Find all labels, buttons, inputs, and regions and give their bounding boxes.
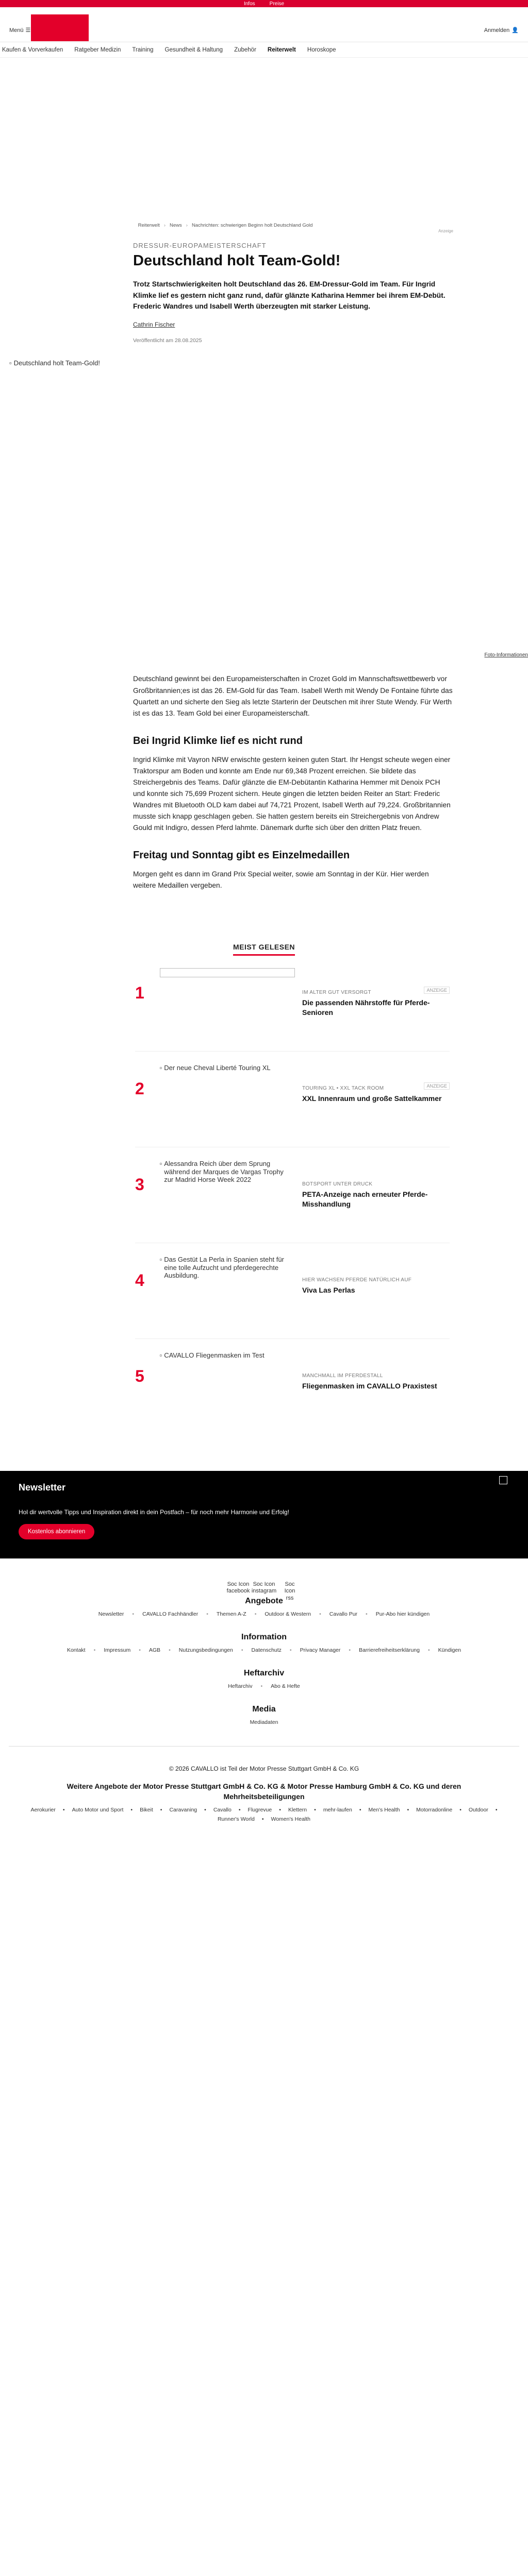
- rank-text: [302, 1256, 450, 1295]
- brand-link[interactable]: Auto Motor und Sport: [72, 1807, 124, 1814]
- footer-link[interactable]: Mediadaten: [250, 1719, 278, 1726]
- thumbnail-alt: Der neue Cheval Liberté Touring XL: [164, 1064, 271, 1072]
- footer-link[interactable]: Impressum: [104, 1647, 131, 1654]
- photo-info-link[interactable]: Foto-Informationen: [484, 652, 528, 658]
- facebook-icon[interactable]: [226, 1581, 250, 1601]
- topbar-link-preise[interactable]: Preise: [269, 1, 285, 7]
- newsletter-image-icon: [499, 1476, 507, 1484]
- footer-link[interactable]: Kontakt: [67, 1647, 86, 1654]
- footer-link[interactable]: Privacy Manager: [300, 1647, 341, 1654]
- more-offers-heading: Weitere Angebote der Motor Presse Stuttgart GmbH & Co. KG & Motor Presse Hamburg GmbH & Co. KG und deren Mehrheitsbeteiligungen: [67, 1782, 461, 1801]
- footer-divider: [9, 1746, 519, 1747]
- article-subheading: Freitag und Sonntag gibt es Einzelmedaillen: [133, 850, 350, 861]
- brand-link[interactable]: mehr-laufen: [323, 1807, 352, 1814]
- brand-link[interactable]: Caravaning: [169, 1807, 197, 1814]
- broken-image-icon: ▫: [159, 1256, 162, 1264]
- list-item[interactable]: [135, 1147, 450, 1243]
- top-bar: [0, 0, 528, 7]
- ad-badge: ANZEIGE: [424, 1082, 450, 1090]
- login-button[interactable]: [484, 27, 519, 33]
- rank-number: 5: [135, 1367, 144, 1386]
- hero-image: [0, 359, 528, 658]
- rank-title[interactable]: Die passenden Nährstoffe für Pferde-Senioren: [302, 998, 430, 1017]
- rank-text: [302, 1160, 450, 1209]
- most-read-section: [0, 943, 528, 956]
- most-read-title: MEIST GELESEN: [233, 943, 295, 956]
- hamburger-icon: ☰: [25, 27, 31, 33]
- article-thumbnail[interactable]: [160, 1160, 293, 1237]
- rank-title[interactable]: PETA-Anzeige nach erneuter Pferde-Misshandlung: [302, 1190, 428, 1209]
- list-item[interactable]: [135, 1052, 450, 1147]
- article-headline: Deutschland holt Team-Gold!: [133, 252, 341, 269]
- newsletter-banner: [0, 1471, 528, 1558]
- rank-number: 4: [135, 1271, 144, 1290]
- breadcrumb-separator: ›: [186, 223, 188, 228]
- brand-link[interactable]: Bikeit: [140, 1807, 153, 1814]
- article-paragraph: Morgen geht es dann im Grand Prix Special weiter, sowie am Sonntag in der Kür. Hier werden weitere Medaillen vergeben.: [133, 870, 429, 890]
- nav-item-zubehoer[interactable]: Zubehör: [234, 46, 256, 53]
- article-lead: Trotz Startschwierigkeiten holt Deutschland das 26. EM-Dressur-Gold im Team. Für Ingrid Klimke lief es gestern nicht ganz rund, dafür glänzte Katharina Hemmer bei ihrem EM-Debüt. Frederic Wandres und Isabell Werth überzeugten mit starker Leistung.: [133, 280, 446, 311]
- cavallo-logo[interactable]: [31, 14, 89, 41]
- article-kicker: DRESSUR-EUROPAMEISTERSCHAFT: [133, 242, 267, 249]
- article-thumbnail[interactable]: [160, 1256, 293, 1333]
- footer-heading-heftarchiv: Heftarchiv: [243, 1669, 285, 1678]
- brand-link[interactable]: Men's Health: [368, 1807, 400, 1814]
- rank-number: 2: [135, 1079, 144, 1098]
- nav-item-training[interactable]: Training: [132, 46, 154, 53]
- nav-item-horoskope[interactable]: Horoskope: [307, 46, 336, 53]
- thumbnail-alt: CAVALLO Fliegenmasken im Test: [164, 1351, 265, 1360]
- footer-heading-information: Information: [241, 1633, 287, 1642]
- footer-angebote-links: Newsletter • CAVALLO Fachhändler • Themen A-Z • Outdoor & Western • Cavallo Pur • Pur-Abo hier kündigen: [98, 1611, 430, 1618]
- site-footer: [0, 1581, 528, 1822]
- brand-link[interactable]: Klettern: [288, 1807, 307, 1814]
- nav-item-ratgeber[interactable]: Ratgeber Medizin: [74, 46, 121, 53]
- article-paragraph: Deutschland gewinnt bei den Europameisterschaften in Crozet Gold im Mannschaftswettbewerb vor Großbritannien;es ist das 26. EM-Gold für das Team. Isabell Werth mit Wendy De Fontaine führte das Quartett an und sicherte den Sieg als letzte Starterin der Deutschen mit ihrer Stute Wendy. Für Werth ist es das 13. Team Gold bei einer Europameisterschaft.: [133, 675, 453, 717]
- facebook-icon-label: Soc Icon facebook: [226, 1581, 250, 1595]
- footer-heading-angebote: Angebote: [245, 1597, 283, 1606]
- broken-image-icon: ▫: [159, 1351, 162, 1360]
- hero-alt-text: Deutschland holt Team-Gold!: [13, 359, 101, 367]
- brand-link[interactable]: Aerokurier: [30, 1807, 56, 1814]
- site-header: [0, 7, 528, 42]
- instagram-icon-label: Soc Icon instagram: [251, 1581, 277, 1595]
- rank-kicker: MANCHMALL IM PFERDESTALL: [302, 1373, 383, 1379]
- footer-link[interactable]: Cavallo Pur: [329, 1611, 358, 1618]
- rank-title[interactable]: Viva Las Perlas: [302, 1286, 355, 1295]
- rank-kicker: TOURING XL • XXL TACK ROOM: [302, 1086, 384, 1092]
- footer-link[interactable]: Barrierefreiheitserklärung: [359, 1647, 420, 1654]
- ad-badge: ANZEIGE: [424, 987, 450, 994]
- footer-link[interactable]: Heftarchiv: [228, 1683, 253, 1690]
- footer-link[interactable]: Pur-Abo hier kündigen: [375, 1611, 430, 1618]
- nav-item-kaufen[interactable]: Kaufen & Vorverkaufen: [2, 46, 63, 53]
- footer-link[interactable]: Abo & Hefte: [271, 1683, 300, 1690]
- brand-link[interactable]: Motorradonline: [416, 1807, 453, 1814]
- article-paragraph: Ingrid Klimke mit Vayron NRW erwischte gestern keinen guten Start. Ihr Hengst scheute wegen einer Traktorspur am Boden und konnte am Ende nur 69,348 Prozent erreichen. Sie bildete das Streichergebnis des Teams. Dafür glänzte die EM-Debütantin Katharina Hemmer mit Denoix PCH und konnte sich 75,699 Prozent sichern. Heute gingen die letzten beiden Reiter an Start: Frederic Wandres mit Bluetooth OLD kam dabei auf 74,721 Prozent, Isabell Werth auf 79,224. Großbritannien musste sich knapp geschlagen geben. Sie hatten gestern bereits ein Streichergebnis von Andrew Gould mit Indigro, dessen Pferd lahmte. Dänemark durfte sich über den dritten Platz freuen.: [133, 755, 451, 832]
- broken-image-icon: ▫: [159, 1160, 162, 1168]
- rank-number: 1: [135, 984, 144, 1003]
- article-subheading: Bei Ingrid Klimke lief es nicht rund: [133, 735, 303, 747]
- footer-media-links: [0, 1719, 528, 1725]
- nav-item-reiterwelt[interactable]: Reiterwelt: [267, 46, 296, 53]
- breadcrumb-row: [0, 223, 528, 233]
- rank-text: [302, 1351, 450, 1391]
- breadcrumb: [0, 223, 528, 228]
- list-item[interactable]: [135, 1243, 450, 1339]
- footer-info-links: Kontakt • Impressum • AGB • Nutzungsbedingungen • Datenschutz • Privacy Manager • Barrierefreiheitserklärung • Kündigen: [67, 1647, 461, 1654]
- broken-image-icon: ▫: [159, 1064, 162, 1072]
- brand-links: Aerokurier • Auto Motor und Sport • Bikeit • Caravaning • Cavallo • Flugrevue • Klettern • mehr-laufen • Men's Health • Motorradonline • Outdoor • Runner's World • Women's Health: [30, 1807, 498, 1823]
- breadcrumb-separator: ›: [163, 223, 166, 228]
- brand-link[interactable]: Flugrevue: [248, 1807, 272, 1814]
- brand-link[interactable]: Women's Health: [271, 1816, 311, 1823]
- hero-image-alt: [9, 359, 100, 367]
- footer-archiv-links: Heftarchiv • Abo & Hefte: [228, 1683, 300, 1690]
- rank-kicker: HIER WACHSEN PFERDE NATÜRLICH AUF: [302, 1277, 412, 1283]
- footer-link[interactable]: Outdoor & Western: [265, 1611, 311, 1618]
- breadcrumb-item-news[interactable]: News: [170, 223, 182, 228]
- rss-icon-label: Soc Icon rss: [284, 1581, 295, 1601]
- article-thumbnail[interactable]: [160, 1351, 293, 1429]
- footer-link[interactable]: AGB: [148, 1647, 161, 1654]
- footer-link[interactable]: CAVALLO Fachhändler: [142, 1611, 199, 1618]
- footer-link[interactable]: Themen A-Z: [216, 1611, 246, 1618]
- brand-link[interactable]: Runner's World: [217, 1816, 255, 1823]
- copyright: © 2026 CAVALLO ist Teil der Motor Presse Stuttgart GmbH & Co. KG: [169, 1765, 359, 1773]
- article-body: [133, 673, 453, 891]
- menu-label: Menü: [9, 27, 24, 33]
- breadcrumb-item-current: Nachrichten: schwierigen Beginn holt Deutschland Gold: [191, 223, 313, 228]
- footer-link[interactable]: Newsletter: [98, 1611, 124, 1618]
- image-frame: [160, 968, 295, 977]
- broken-image-icon: ▫: [9, 359, 12, 367]
- footer-link[interactable]: Nutzungsbedingungen: [178, 1647, 233, 1654]
- rank-number: 3: [135, 1175, 144, 1194]
- user-icon: 👤: [512, 27, 519, 33]
- article-thumbnail[interactable]: [160, 968, 293, 1045]
- thumbnail-alt: Alessandra Reich über dem Sprung während der Marques de Vargas Trophy zur Madrid Horse Week 2022: [164, 1160, 284, 1184]
- subscribe-button[interactable]: Kostenlos abonnieren: [19, 1524, 94, 1539]
- rank-kicker: BOTSPORT UNTER DRUCK: [302, 1181, 373, 1188]
- list-item[interactable]: [135, 956, 450, 1052]
- published-date: Veröffentlicht am 28.08.2025: [133, 337, 202, 344]
- main-nav: [0, 42, 528, 58]
- author-link[interactable]: Cathrin Fischer: [133, 321, 175, 329]
- article-thumbnail[interactable]: [160, 1064, 293, 1141]
- nav-item-gesundheit[interactable]: Gesundheit & Haltung: [164, 46, 223, 53]
- rss-icon[interactable]: [281, 1581, 299, 1601]
- ad-space: [0, 58, 528, 223]
- footer-heading-media: Media: [252, 1705, 276, 1714]
- thumbnail-alt: Das Gestüt La Perla in Spanien steht für eine tolle Aufzucht und pferdegerechte Ausbildung.: [164, 1256, 284, 1280]
- ad-label: Anzeige: [438, 229, 453, 233]
- login-label: Anmelden: [484, 27, 510, 33]
- newsletter-title: Newsletter: [19, 1482, 66, 1493]
- menu-button[interactable]: [9, 27, 30, 33]
- list-item[interactable]: [135, 1339, 450, 1435]
- brand-link[interactable]: Outdoor: [468, 1807, 488, 1814]
- footer-link[interactable]: Datenschutz: [251, 1647, 282, 1654]
- brand-link[interactable]: Cavallo: [213, 1807, 232, 1814]
- footer-link[interactable]: Kündigen: [438, 1647, 461, 1654]
- most-read-list: [135, 956, 450, 1435]
- article-header: [133, 242, 453, 344]
- breadcrumb-item-reiterwelt[interactable]: Reiterwelt: [138, 223, 160, 228]
- rank-title[interactable]: Fliegenmasken im CAVALLO Praxistest: [302, 1382, 437, 1391]
- rank-kicker: IM ALTER GUT VERSORGT: [302, 990, 371, 996]
- rank-title[interactable]: XXL Innenraum und große Sattelkammer: [302, 1094, 442, 1103]
- topbar-link-infos[interactable]: Infos: [243, 1, 255, 7]
- newsletter-text: Hol dir wertvolle Tipps und Inspiration direkt in dein Postfach – für noch mehr Harmonie und Erfolg!: [19, 1509, 289, 1516]
